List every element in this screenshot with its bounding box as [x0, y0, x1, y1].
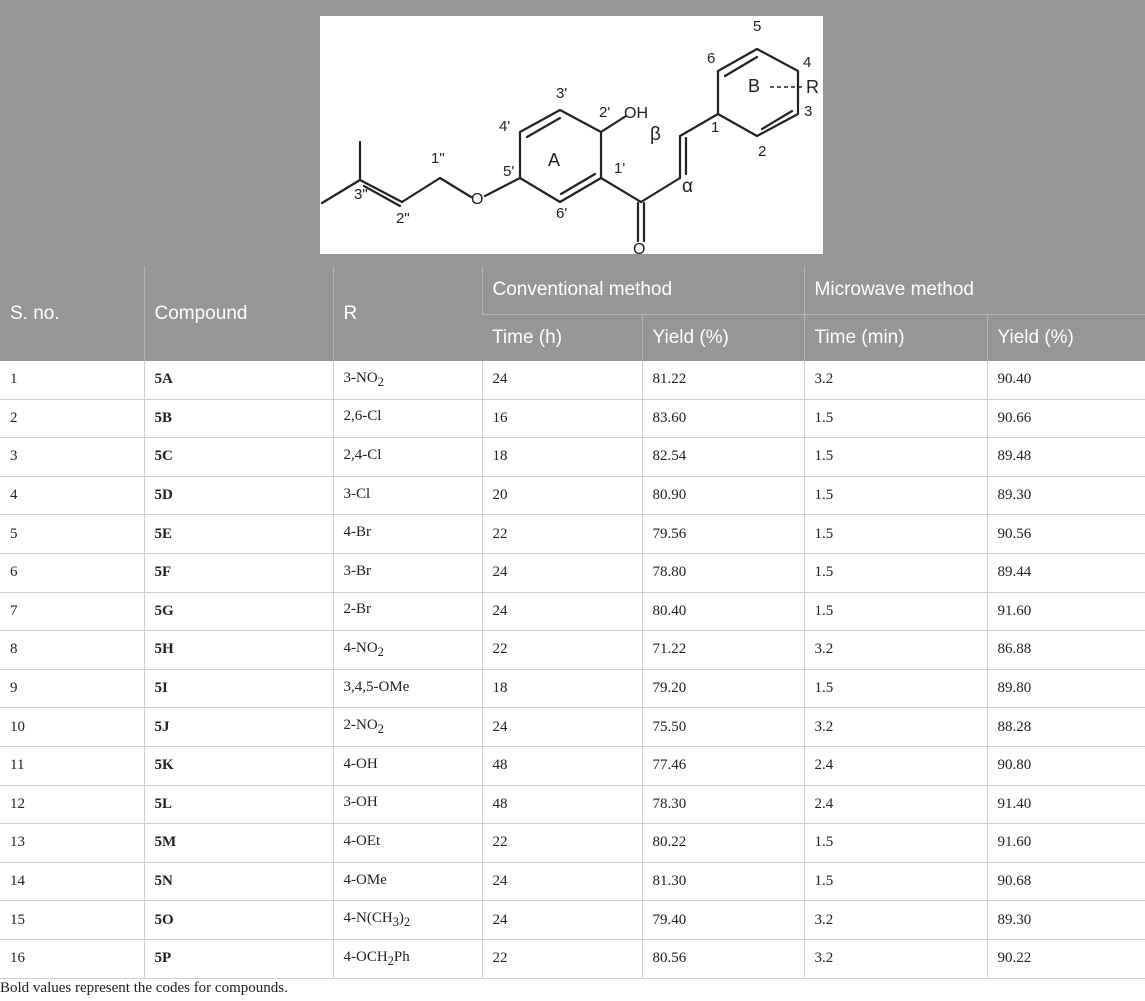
- cell-conventional-yield: 77.46: [642, 746, 804, 785]
- substituent-text: 4-OEt: [343, 832, 381, 849]
- cell-conventional-yield: 78.30: [642, 785, 804, 824]
- synthesis-comparison-table: [0, 266, 1145, 979]
- table-row: [0, 399, 1145, 438]
- substituent-subscript: 2: [377, 644, 384, 659]
- cell-substituent: [333, 862, 482, 901]
- cell-microwave-time: 2.4: [804, 746, 987, 785]
- substituent-text: 4-NO: [343, 639, 378, 656]
- cell-sno: 3: [0, 438, 144, 477]
- cell-substituent: [333, 708, 482, 747]
- position-3-double-prime-label: 3": [354, 186, 368, 203]
- cell-conventional-time: 24: [482, 708, 642, 747]
- ether-oxygen-label: O: [471, 191, 484, 208]
- cell-microwave-yield: 89.48: [987, 438, 1145, 477]
- cell-conventional-yield: 80.22: [642, 824, 804, 863]
- cell-conventional-yield: 78.80: [642, 553, 804, 592]
- cell-conventional-yield: 79.56: [642, 515, 804, 554]
- cell-conventional-yield: 79.40: [642, 901, 804, 940]
- substituent-tail: )$_2$: [398, 910, 411, 930]
- header-conventional-yield: Yield (%): [642, 315, 804, 362]
- cell-conventional-yield: 82.54: [642, 438, 804, 477]
- cell-microwave-yield: 89.44: [987, 553, 1145, 592]
- cell-compound-code: 5B: [144, 399, 333, 438]
- cell-microwave-time: 3.2: [804, 901, 987, 940]
- cell-conventional-yield: 80.90: [642, 476, 804, 515]
- table-row: [0, 862, 1145, 901]
- cell-microwave-time: 1.5: [804, 553, 987, 592]
- cell-sno: 15: [0, 901, 144, 940]
- cell-microwave-yield: 89.80: [987, 669, 1145, 708]
- table-body: [0, 361, 1145, 978]
- cell-conventional-yield: 81.22: [642, 361, 804, 399]
- cell-microwave-yield: 91.60: [987, 824, 1145, 863]
- table-footnote: Bold values represent the codes for compounds.: [0, 980, 288, 996]
- cell-compound-code: 5C: [144, 438, 333, 477]
- cell-sno: 13: [0, 824, 144, 863]
- substituent-text: 4-OH: [343, 755, 378, 772]
- cell-sno: 9: [0, 669, 144, 708]
- cell-compound-code: 5P: [144, 939, 333, 978]
- cell-sno: 14: [0, 862, 144, 901]
- position-1-double-prime-label: 1": [431, 150, 445, 167]
- cell-substituent: [333, 669, 482, 708]
- position-6-label: 6: [707, 50, 716, 67]
- beta-label: β: [650, 124, 661, 145]
- position-5-prime-label: 5': [503, 163, 515, 180]
- header-compound: Compound: [144, 266, 333, 361]
- substituent-text: 2-NO: [343, 717, 378, 734]
- cell-conventional-time: 24: [482, 592, 642, 631]
- table-row: [0, 476, 1145, 515]
- position-6-prime-label: 6': [556, 205, 568, 222]
- cell-sno: 4: [0, 476, 144, 515]
- header-microwave-yield: Yield (%): [987, 315, 1145, 362]
- cell-compound-code: 5J: [144, 708, 333, 747]
- position-4-label: 4: [803, 54, 812, 71]
- cell-sno: 11: [0, 746, 144, 785]
- cell-conventional-time: 22: [482, 939, 642, 978]
- cell-microwave-time: 1.5: [804, 515, 987, 554]
- cell-compound-code: 5H: [144, 631, 333, 670]
- substituent-subscript: 3: [392, 915, 399, 930]
- cell-substituent: [333, 939, 482, 978]
- substituent-subscript: 2: [387, 953, 394, 968]
- cell-compound-code: 5G: [144, 592, 333, 631]
- cell-conventional-yield: 75.50: [642, 708, 804, 747]
- substituent-r-label: R: [806, 77, 819, 97]
- cell-conventional-time: 16: [482, 399, 642, 438]
- position-4-prime-label: 4': [499, 118, 511, 135]
- cell-sno: 16: [0, 939, 144, 978]
- cell-conventional-yield: 83.60: [642, 399, 804, 438]
- cell-substituent: [333, 824, 482, 863]
- cell-substituent: [333, 553, 482, 592]
- cell-sno: 5: [0, 515, 144, 554]
- cell-conventional-time: 24: [482, 862, 642, 901]
- header-sno: S. no.: [0, 266, 144, 361]
- substituent-text: 3-NO: [343, 369, 378, 386]
- cell-microwave-yield: 90.40: [987, 361, 1145, 399]
- cell-compound-code: 5A: [144, 361, 333, 399]
- table-row: [0, 669, 1145, 708]
- cell-compound-code: 5K: [144, 746, 333, 785]
- position-2-double-prime-label: 2": [396, 210, 410, 227]
- position-1-label: 1: [711, 119, 720, 136]
- carbonyl-oxygen-label: O: [633, 241, 646, 254]
- cell-microwave-yield: 90.22: [987, 939, 1145, 978]
- cell-conventional-time: 22: [482, 515, 642, 554]
- cell-microwave-yield: 86.88: [987, 631, 1145, 670]
- alpha-label: α: [682, 176, 693, 197]
- cell-conventional-time: 18: [482, 669, 642, 708]
- table-row: [0, 361, 1145, 399]
- cell-microwave-time: 3.2: [804, 631, 987, 670]
- substituent-text: 2-Br: [343, 601, 371, 618]
- ring-b-label: B: [748, 76, 761, 96]
- cell-conventional-yield: 80.40: [642, 592, 804, 631]
- header-conventional-time: Time (h): [482, 315, 642, 362]
- cell-sno: 8: [0, 631, 144, 670]
- table-row: [0, 708, 1145, 747]
- cell-compound-code: 5I: [144, 669, 333, 708]
- cell-microwave-yield: 89.30: [987, 901, 1145, 940]
- position-5-label: 5: [753, 18, 762, 35]
- substituent-text: 2,4-Cl: [343, 446, 382, 463]
- cell-conventional-time: 20: [482, 476, 642, 515]
- structure-band: [0, 0, 1145, 266]
- cell-compound-code: 5D: [144, 476, 333, 515]
- cell-conventional-time: 48: [482, 746, 642, 785]
- cell-microwave-yield: 90.56: [987, 515, 1145, 554]
- chalcone-structure-svg: [320, 16, 823, 254]
- cell-compound-code: 5N: [144, 862, 333, 901]
- cell-conventional-yield: 80.56: [642, 939, 804, 978]
- cell-conventional-time: 24: [482, 361, 642, 399]
- cell-conventional-time: 18: [482, 438, 642, 477]
- table-row: [0, 438, 1145, 477]
- position-3-label: 3: [804, 103, 813, 120]
- cell-substituent: [333, 399, 482, 438]
- cell-substituent: [333, 746, 482, 785]
- cell-microwave-yield: 91.60: [987, 592, 1145, 631]
- cell-sno: 12: [0, 785, 144, 824]
- cell-microwave-time: 1.5: [804, 862, 987, 901]
- cell-microwave-time: 2.4: [804, 785, 987, 824]
- cell-microwave-time: 1.5: [804, 438, 987, 477]
- cell-substituent: [333, 592, 482, 631]
- table-row: [0, 746, 1145, 785]
- ring-a-label: A: [548, 150, 561, 170]
- position-2-prime-label: 2': [599, 104, 611, 121]
- cell-microwave-yield: 90.66: [987, 399, 1145, 438]
- chalcone-structure-figure: [320, 16, 823, 254]
- substituent-subscript: 2: [377, 722, 384, 737]
- substituent-text: 4-OMe: [343, 871, 387, 888]
- substituent-text: 3-Cl: [343, 485, 371, 502]
- cell-conventional-time: 22: [482, 824, 642, 863]
- cell-sno: 6: [0, 553, 144, 592]
- substituent-text: 4-OCH: [343, 948, 388, 965]
- table-row: [0, 592, 1145, 631]
- cell-microwave-time: 1.5: [804, 669, 987, 708]
- cell-compound-code: 5M: [144, 824, 333, 863]
- cell-conventional-time: 48: [482, 785, 642, 824]
- table-row: [0, 553, 1145, 592]
- cell-compound-code: 5O: [144, 901, 333, 940]
- cell-microwave-time: 1.5: [804, 824, 987, 863]
- cell-sno: 2: [0, 399, 144, 438]
- cell-sno: 10: [0, 708, 144, 747]
- position-3-prime-label: 3': [556, 85, 568, 102]
- cell-conventional-time: 24: [482, 553, 642, 592]
- position-2-label: 2: [758, 143, 767, 160]
- table-row: [0, 901, 1145, 940]
- header-microwave-method: Microwave method: [804, 266, 1145, 315]
- substituent-tail: Ph: [393, 948, 410, 965]
- substituent-text: 4-N(CH: [343, 910, 393, 927]
- table-row: [0, 515, 1145, 554]
- cell-compound-code: 5E: [144, 515, 333, 554]
- header-microwave-time: Time (min): [804, 315, 987, 362]
- substituent-text: 3-OH: [343, 794, 378, 811]
- cell-conventional-time: 22: [482, 631, 642, 670]
- table-row: [0, 631, 1145, 670]
- substituent-text: 3,4,5-OMe: [343, 678, 410, 695]
- table-row: [0, 939, 1145, 978]
- cell-substituent: [333, 785, 482, 824]
- table-row: [0, 785, 1145, 824]
- cell-microwave-yield: 90.68: [987, 862, 1145, 901]
- cell-microwave-yield: 89.30: [987, 476, 1145, 515]
- cell-sno: 7: [0, 592, 144, 631]
- cell-substituent: [333, 901, 482, 940]
- cell-conventional-yield: 81.30: [642, 862, 804, 901]
- cell-microwave-yield: 90.80: [987, 746, 1145, 785]
- cell-microwave-time: 3.2: [804, 361, 987, 399]
- cell-substituent: [333, 476, 482, 515]
- cell-conventional-time: 24: [482, 901, 642, 940]
- cell-compound-code: 5F: [144, 553, 333, 592]
- cell-substituent: [333, 515, 482, 554]
- substituent-subscript: 2: [377, 374, 384, 389]
- cell-compound-code: 5L: [144, 785, 333, 824]
- cell-microwave-yield: 88.28: [987, 708, 1145, 747]
- cell-conventional-yield: 71.22: [642, 631, 804, 670]
- table-header-row: [0, 266, 1145, 315]
- substituent-subscript: 2: [403, 915, 411, 930]
- header-r: R: [333, 266, 482, 361]
- hydroxyl-label: OH: [624, 105, 648, 122]
- position-1-prime-label: 1': [614, 160, 626, 177]
- cell-substituent: [333, 631, 482, 670]
- substituent-text: 2,6-Cl: [343, 408, 382, 425]
- cell-microwave-time: 3.2: [804, 708, 987, 747]
- cell-microwave-time: 3.2: [804, 939, 987, 978]
- cell-microwave-time: 1.5: [804, 476, 987, 515]
- cell-conventional-yield: 79.20: [642, 669, 804, 708]
- cell-sno: 1: [0, 361, 144, 399]
- cell-substituent: [333, 361, 482, 399]
- substituent-text: 4-Br: [343, 524, 371, 541]
- table-row: [0, 824, 1145, 863]
- cell-microwave-time: 1.5: [804, 592, 987, 631]
- cell-microwave-yield: 91.40: [987, 785, 1145, 824]
- substituent-text: 3-Br: [343, 562, 371, 579]
- cell-microwave-time: 1.5: [804, 399, 987, 438]
- header-conventional-method: Conventional method: [482, 266, 804, 315]
- cell-substituent: [333, 438, 482, 477]
